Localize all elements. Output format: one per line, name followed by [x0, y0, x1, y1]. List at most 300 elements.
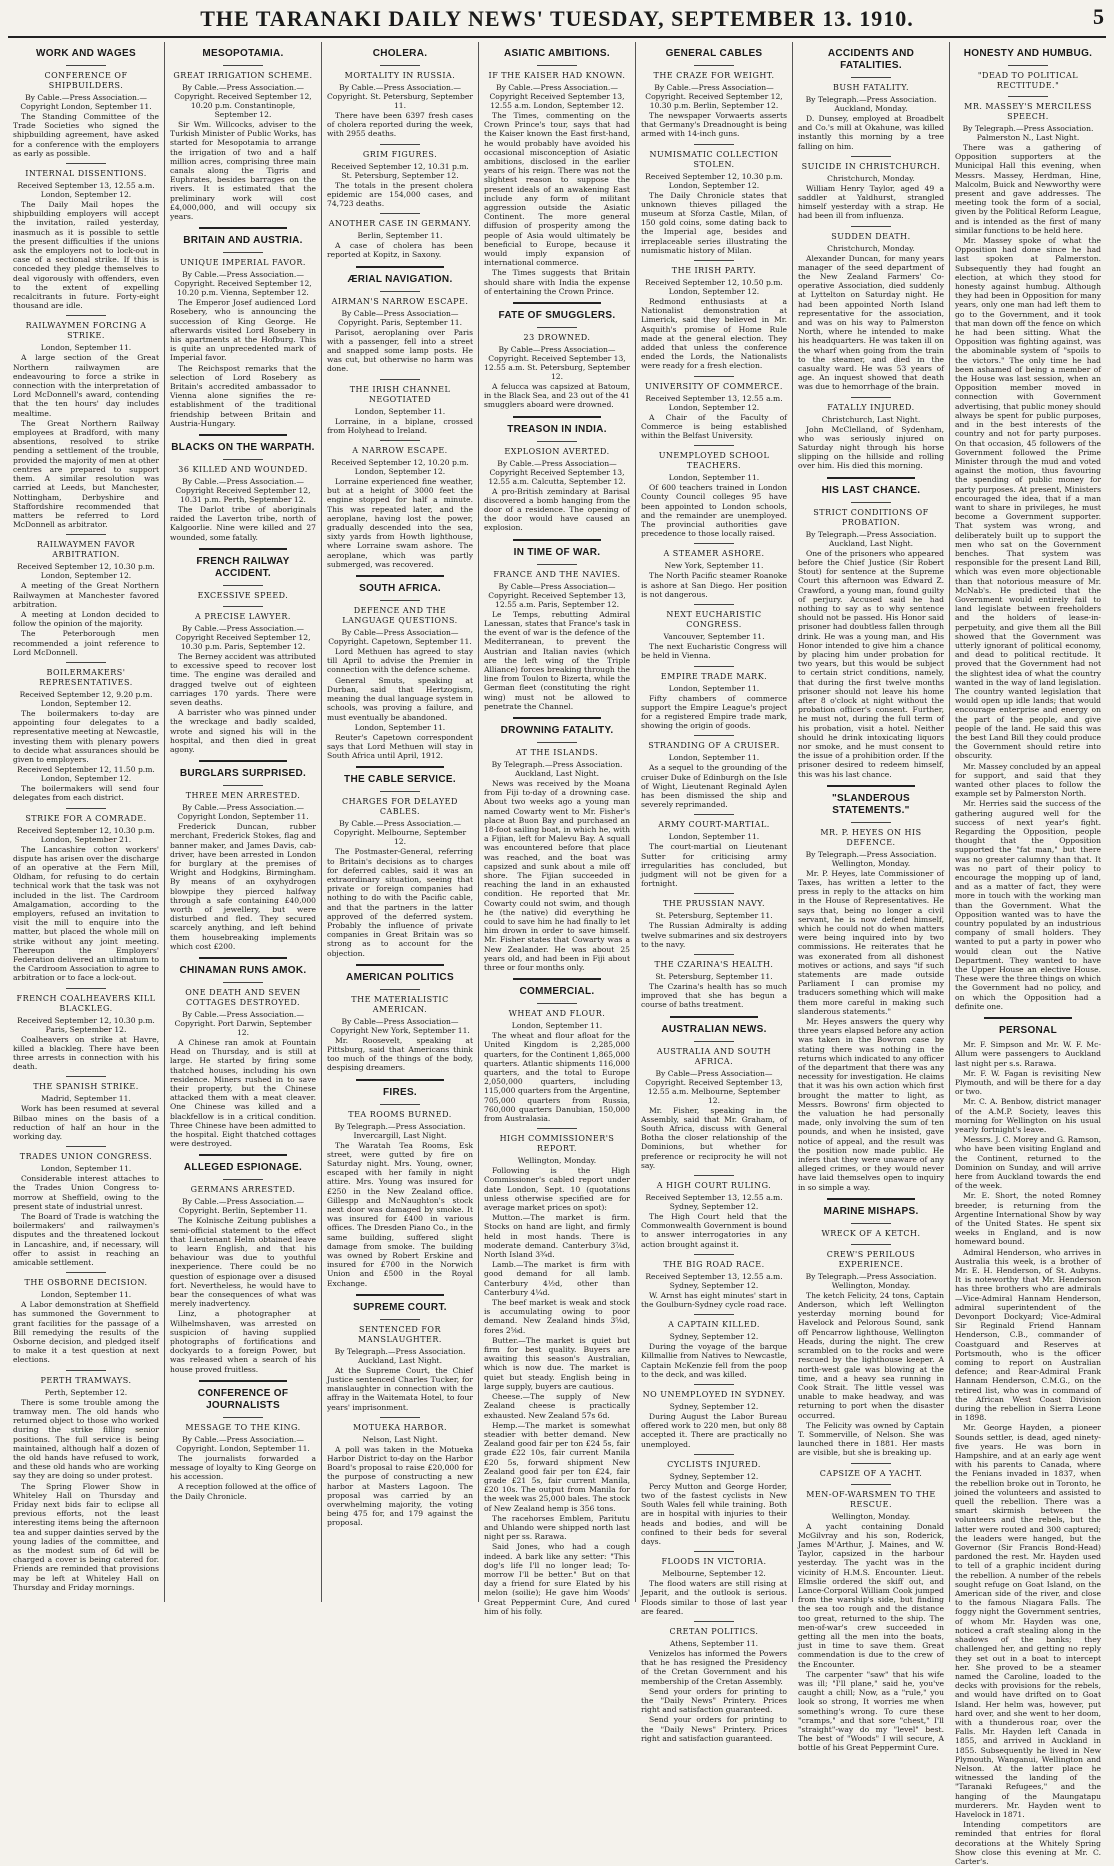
article-paragraph: Work has been resumed at several Bilbao mines on the basis of a reduction of half an hour in the working day.	[13, 1104, 159, 1142]
article-paragraph: The North Pacific steamer Roanoke is ashore at San Diego. Her position is not dangerous.	[641, 571, 787, 599]
article-paragraph: There was a gathering of Opposition supporters at the Municipal Hall this evening, when Messrs. Massey, Herdman, Hine, Malcolm, Buick and Newworthy were present and gave addresses. The meeting took the form of a social, given by the Political Reform League, and is intended as the first of many similar functions to be held here.	[955, 143, 1101, 235]
divider	[66, 65, 106, 66]
divider	[223, 1179, 263, 1180]
article-subheading: "DEAD TO POLITICAL RECTITUDE."	[977, 71, 1079, 90]
dateline: Sydney, September 12.	[669, 1402, 759, 1412]
article-paragraph: D. Dunsey, employed at Broadbelt and Co.'s mill at Okahune, was killed instantly this morning by a tree falling on him.	[798, 114, 944, 151]
article-paragraph: The journalists forwarded a message of loyalty to King George on his accession.	[170, 1453, 316, 1482]
divider	[694, 376, 734, 377]
divider	[851, 1484, 891, 1485]
dateline: Athens, September 11.	[669, 1639, 759, 1649]
article-paragraph: Lord Methuen has agreed to stay till April to advise the Premier in connection with the defence scheme.	[327, 647, 473, 675]
divider	[694, 1384, 734, 1385]
article-subheading: SUICIDE IN CHRISTCHURCH.	[801, 161, 941, 171]
divider	[694, 1551, 734, 1552]
article-subheading: CHARGES FOR DELAYED CABLES.	[342, 797, 458, 817]
divider	[851, 1223, 891, 1224]
article-subheading: THE OSBORNE DECISION.	[24, 1278, 148, 1288]
divider	[1008, 65, 1048, 66]
section-rule	[513, 539, 601, 541]
dateline: Received September 12, 11.50 p.m. London, September 12.	[17, 765, 155, 784]
article-subheading: A HIGH COURT RULING.	[656, 1180, 772, 1190]
newspaper-title: THE TARANAKI DAILY NEWS' TUESDAY, SEPTEMBER 13. 1910.	[200, 6, 914, 31]
dateline: By Telegraph.—Press Association. Invercargill, Last Night.	[334, 1121, 466, 1140]
article-paragraph: At the Supreme Court, the Chief Justice sentenced Charles Tucker, for manslaughter in connection with the affray in the Waitemata Hotel, to four years' imprisonment.	[327, 1365, 473, 1412]
article-paragraph: Following is the High Commissioner's cabled report under date London, Sept. 10 (quotations unless otherwise specified are for average market prices on spot):	[484, 1166, 630, 1213]
dateline: By Cable.—Press Association.—Copyright. Port Darwin, September 12.	[174, 1009, 312, 1037]
divider	[223, 252, 263, 253]
divider	[66, 1146, 106, 1147]
article-paragraph: Messrs. J. C. Morey and G. Ramson, who have been visiting England and the Continent, returned to the Dominion on Sunday, and will arrive here from Auckland towards the end of the week.	[955, 1135, 1101, 1191]
article-paragraph: The Daily Mail hopes the shipbuilding employers will accept the invitation, railed yesterday, inasmuch as it is possible to settle the present difficulties if the unions ask the employers not to lock-out in case of a sectional strike. If this is conceded they pledge themselves to deal vigorously with offenders, even to the extent of expelling recalcitrants in future. Forty-eight thousand are idle.	[13, 200, 159, 311]
dateline: Received September 13, 12.55 a.m. Sydney, September 12.	[645, 1192, 783, 1211]
article-paragraph: The Peterborough men recommended a joint reference to Lord McDonnell.	[13, 629, 159, 657]
divider	[380, 144, 420, 145]
article-subheading: EXPLOSION AVERTED.	[504, 446, 610, 456]
article-paragraph: W. Arnst has eight minutes' start in the Goulburn-Sydney cycle road race.	[641, 1290, 787, 1309]
article-paragraph: There is some trouble among the tramway men. The old hands who returned object to those who worked during the strike filling senior positions. The full service is being maintained, although half a dozen of the old hands have refused to work, and these old hands who are working say they are doing so under protest.	[13, 1397, 159, 1481]
article-subheading: UNIVERSITY OF COMMERCE.	[645, 381, 783, 391]
dateline: Received September 12, 10.30 p.m. London, September 21.	[17, 825, 155, 844]
article-paragraph: The next Eucharistic Congress will be held in Vienna.	[641, 642, 787, 661]
article-paragraph: The High Court held that the Commonwealth Government is bound to answer interrogatories in any action brought against it.	[641, 1211, 787, 1249]
article-subheading: UNIQUE IMPERIAL FAVOR.	[180, 258, 306, 268]
dateline: Vancouver, September 11.	[663, 632, 765, 642]
article-subheading: MESSAGE TO THE KING.	[185, 1422, 301, 1432]
divider	[694, 543, 734, 544]
article-subheading: WRECK OF A KETCH.	[821, 1228, 921, 1238]
article-paragraph: The Times suggests that Britain should share with India the expense of entertaining the Crown Prince.	[484, 268, 630, 296]
article-paragraph: Mr. Heyes answers the query why three years elapsed before any action was taken in the Bowron case by stating there was nothing in the returns which indicated to any officer of the department that there was any necessity for investigation. He claims that it was his own action which first brought the matter to light, as Messrs. Bowrons' firm objected to the valuation he had personally made, only involving the sum of ten pounds, and when he insisted, gave notice of appeal, and the result was the position now made public. He infers that they were unaware of any alleged crimes, or they would never have laid themselves open to inquiry in so simple a way.	[798, 1017, 944, 1192]
dateline: Christchurch, Monday.	[827, 243, 915, 253]
article-paragraph: A Labor demonstration at Sheffield has summoned the Government to grant facilities for the passage of a Bill remedying the results of the Osborne decision, and pledged itself to make it a test question at next elections.	[13, 1300, 159, 1365]
article-paragraph: The boilermakers will send four delegates from each district.	[13, 784, 159, 803]
article-subheading: NO UNEMPLOYED IN SYDNEY.	[642, 1390, 786, 1400]
article-subheading: GREAT IRRIGATION SCHEME.	[173, 71, 313, 80]
article-paragraph: Sir Wm. Willcocks, adviser to the Turkish Minister of Public Works, has started for Mesopotamia to arrange the irrigation of two and a half million acres, comprising three main canals along the Tigris and Euphrates, besides barrages on the rivers. It is estimated that the preliminary work will cost £4,000,000, and will occupy six years.	[170, 120, 316, 222]
article-subheading: MOTUEKA HARBOR.	[352, 1422, 448, 1432]
divider	[380, 1104, 420, 1105]
article-paragraph: A meeting of the Great Northern Railwaymen at Manchester favored arbitration.	[13, 581, 159, 609]
divider	[851, 822, 891, 823]
article-paragraph: General Smuts, speaking at Durban, said that Hertzogism, meaning the dual language system in schools, was proving a failure, and must eventually be abandoned.	[327, 675, 473, 722]
article-paragraph: During the voyage of the barque Killmallie from Natives to Newcastle, Captain McKenzie fell from the poop to the deck, and was killed.	[641, 1342, 787, 1379]
divider	[66, 1076, 106, 1077]
article-subheading: AT THE ISLANDS.	[515, 747, 599, 757]
article-paragraph: The racehorses Emblem, Paritutu and Uhlando were shipped north last night per ss. Rarawa.	[484, 1513, 630, 1542]
section-rule	[356, 1079, 444, 1081]
dateline: Sydney, September 12.	[669, 1471, 759, 1481]
article-headline: ÆRIAL NAVIGATION.	[347, 273, 453, 285]
divider	[537, 564, 577, 565]
dateline: London, September 11.	[40, 343, 132, 353]
divider	[694, 1254, 734, 1255]
divider	[66, 988, 106, 989]
article-paragraph: The newspaper Vorwaerts asserts that Germany's Dreadnought is being armed with 14-inch guns.	[641, 111, 787, 139]
section-rule	[356, 766, 444, 768]
divider	[694, 65, 734, 66]
article-paragraph: Mutton.—The market is firm. Stocks on hand are light, and firmly held in most hands. There is moderate demand. Canterbury 3⅞d, North Island 3¾d.	[484, 1213, 630, 1260]
column-4	[479, 42, 636, 1616]
divider	[66, 534, 106, 535]
article-paragraph: Intending competitors are reminded that entries for floral decorations at the Whitely Spring Show close this evening at Mr. C. Carter's.	[955, 1820, 1101, 1866]
article-paragraph: The Great Northern Railway employees at Bradford, with many absentions, resolved to strike pending a settlement of the trouble, provided the majority of men at other centres are prepared to support them. A similar resolution was carried at Leeds, but Manchester, Nottingham, Derbyshire and Staffordshire recommended that matters be referred to Lord McDonnell as arbitrator.	[13, 418, 159, 530]
article-subheading: FATALLY INJURED.	[827, 402, 915, 412]
article-paragraph: Mr. Massey spoke of what the Opposition had done since he had last spoken at Palmerston. Subsequently they had fought an election, at which they stood for honesty against humbug. Although they had been in Opposition for many years, only one man had left them to go to the Government, and it took that man down off the fence on which he had been sitting. What the Opposition was fighting against, was the abominable system of "spoils to the victors." The only time he had been ashamed of being a member of the House was last session, when an Opposition member moved in connection with Government advertising, that public money should always be spent for public purposes, and in the best interests of the country and not for party purposes. On that occasion, 45 followers of the Government followed the Prime Minister through the mud and voted against the motion, thus favouring the spending of public money for party purposes. At present, Ministers encouraged the idea, that if a man want to share in privileges, he must become a Government supporter. That system was wrong, and deliberately built up to support the men who sat on the Government benches. That system was responsible for the present Land Bill, which was even more objectionable than that notorious measure of Mr. McNab's. He predicted that the Government would entirely fail to land legislate between freeholders and the holders of lease-in-perpetuity, and give them all the Bill showed that the Government was utterly ignorant of political economy, and dead to political rectitude. It proved that the Government had not the slightest idea of what the country wanted in the way of land legislation. The country wanted legislation that would open up idle lands; that would encourage enterprise and energy on the part of the people, and give people of the land. He said this was the best Land Bill they could produce the Government should retire into obscurity.	[955, 236, 1101, 761]
article-paragraph: The Spring Flower Show in Whiteley Hall on Thursday and Friday next bids fair to eclipse all previous efforts, not the least interesting items being the afternoon tea and supper dainties served by the young ladies of the committee, and as the modest sum of 6d will be charged a cover is being catered for. Friends are reminded that provisions may be left at Whiteley Hall on Thursday and Friday mornings.	[13, 1481, 159, 1592]
dateline: Received September 12, 10.30 p.m. London, September 12.	[645, 171, 783, 190]
divider	[537, 1003, 577, 1004]
article-headline: AMERICAN POLITICS	[346, 971, 454, 983]
divider	[380, 1417, 420, 1418]
divider	[380, 791, 420, 792]
dateline: Received September 12, 9.20 p.m. London, September 12.	[19, 689, 153, 708]
article-subheading: MR. MASSEY'S MERCILESS SPEECH.	[964, 102, 1092, 121]
divider	[66, 808, 106, 809]
article-paragraph: Send your orders for printing to the "Daily News" Printery. Prices right and satisfaction guaranteed.	[641, 1715, 787, 1743]
dateline: Christchurch, Monday.	[827, 173, 915, 183]
section-rule	[199, 1380, 287, 1382]
article-paragraph: During August the Labor Bureau offered work to 220 men, but only 88 accepted it. There are practically no unemployed.	[641, 1412, 787, 1449]
article-subheading: A NARROW ESCAPE.	[352, 446, 448, 456]
dateline: Received September 12, 10.31 p.m. St. Petersburg, September 12.	[331, 161, 469, 180]
article-subheading: FRENCH COALHEAVERS KILL BLACKLEG.	[16, 993, 156, 1013]
article-subheading: RAILWAYMEN FORCING A STRIKE.	[25, 321, 147, 341]
article-subheading: PERTH TRAMWAYS.	[40, 1375, 132, 1385]
dateline: London, September 11.	[668, 832, 760, 842]
section-rule	[356, 266, 444, 268]
article-paragraph: Reuter's Capetown correspondent says that Lord Methuen will stay in South Africa until April, 1912.	[327, 732, 473, 761]
article-headline: BURGLARS SURPRISED.	[179, 768, 307, 780]
dateline: Received September 12, 10.30 p.m. Paris, September 12.	[17, 1015, 155, 1034]
article-paragraph: The boilermakers to-day are appointing four delegates to a representative meeting at Newcastle, investing them with plenary powers to decide what assurances should be given to employers.	[13, 708, 159, 764]
dateline: By Cable.—Press Association.—Copyright Received September 12, 10.30 p.m. Paris, September 12.	[175, 623, 311, 651]
dateline: London, September 11.	[668, 753, 760, 763]
article-subheading: 23 DROWNED.	[523, 333, 591, 343]
divider	[851, 77, 891, 78]
article-headline: ASIATIC AMBITIONS.	[504, 48, 610, 59]
dateline: London, September 11.	[511, 1021, 603, 1031]
article-headline: COMMERCIAL.	[519, 986, 595, 998]
article-subheading: THE SPANISH STRIKE.	[33, 1082, 139, 1092]
article-paragraph: The Times, commenting on the Crown Prince's tour, says that had the Kaiser known the East first-hand, he would probably have avoided his occasional misconception of Asiatic ambitions, disclosed in the earlier years of his reign. There was not the slightest reason to suppose the present ideals of an awakening East include any form of militant aggression outside the Asiatic Continent. The more general diffusion of prosperity among the people of Asia would ultimately be beneficial to Europe, because it would imply expansion of international commerce.	[484, 111, 630, 268]
dateline: By Cable.—Press Association.—Copyright. St. Petersburg, September 11.	[327, 83, 473, 110]
dateline: By Cable.—Press Association—Copyright Received September 13, 12.55 a.m. Calcutta, September 12.	[488, 458, 626, 486]
article-subheading: ONE DEATH AND SEVEN COTTAGES DESTROYED.	[185, 987, 301, 1007]
article-subheading: THE BIG ROAD RACE.	[663, 1259, 765, 1269]
article-paragraph: A felucca was capsized at Batoum, in the Black Sea, and 23 out of the 41 smugglers aboard were drowned.	[484, 382, 630, 410]
article-paragraph: The Daily Chronicle states that unknown thieves pillaged the museum at Sforza Castle, Milan, of 150 gold coins, some dating back to the Imperial age, besides and irreplaceable series illustrating the numismatic history of Milan.	[641, 190, 787, 255]
divider	[223, 785, 263, 786]
article-subheading: ANOTHER CASE IN GERMANY.	[328, 219, 472, 229]
article-paragraph: Percy Mutton and George Horder, two of the fastest cyclists in New South Wales fell while training. Both are in hospital with injuries to their heads and bodies, and will be confined to their beds for several days.	[641, 1481, 787, 1547]
section-rule	[984, 1017, 1072, 1019]
article-headline: SUPREME COURT.	[353, 1301, 447, 1313]
divider	[66, 163, 106, 164]
article-headline: HIS LAST CHANCE.	[821, 484, 921, 496]
column-1	[8, 42, 165, 1602]
dateline: By Cable—Press Association—Copyright New York, September 11.	[330, 1016, 470, 1035]
article-subheading: RAILWAYMEN FAVOR ARBITRATION.	[36, 540, 136, 560]
section-rule	[513, 416, 601, 418]
article-subheading: GERMANS ARRESTED.	[190, 1185, 296, 1195]
dateline: By Cable.—Press Association—Copyright. Received September 12, 10.30 p.m. Berlin, September 12.	[645, 83, 783, 110]
section-rule	[356, 575, 444, 577]
article-paragraph: Of 600 teachers trained in London County Council colleges 95 have been appointed to London schools, and the remainder are unemployed. The provincial authorities gave precedence to those locally raised.	[641, 483, 787, 539]
divider	[694, 893, 734, 894]
divider	[66, 1370, 106, 1371]
article-paragraph: A case of cholera has been reported at Kopitz, in Saxony.	[327, 241, 473, 260]
article-paragraph: A poll was taken in the Motueka Harbor District to-day on the Harbor Board's proposal to raise £20,000 for the purpose of constructing a new harbor at Masters Lagoon. The proposal was carried by an overwhelming majority, the voting being 475 for, and 179 against the proposal.	[327, 1444, 473, 1528]
dateline: By Cable—Press Association—Copyright. Received September 13, 12.55 a.m. Melbourne, September 12.	[645, 1068, 783, 1105]
article-headline: CONFERENCE OF JOURNALISTS	[197, 1387, 289, 1411]
article-subheading: THE PRUSSIAN NAVY.	[662, 899, 766, 909]
article-paragraph: A large section of the Great Northern railwaymen are endeavouring to force a strike in connection with the interpretation of Lord McDonnell's award, contending that the ten hours' day includes mealtime.	[13, 353, 159, 418]
section-rule	[827, 477, 915, 479]
divider	[380, 65, 420, 66]
divider	[537, 441, 577, 442]
divider	[851, 502, 891, 503]
article-subheading: MR. P. HEYES ON HIS DEFENCE.	[820, 827, 922, 847]
divider	[537, 1128, 577, 1129]
section-rule	[199, 957, 287, 959]
section-rule	[199, 227, 287, 229]
article-paragraph: The totals in the present cholera epidemic are 154,000 cases, and 74,723 deaths.	[327, 180, 473, 209]
dateline: London, September 11.	[668, 473, 760, 483]
article-subheading: CRETAN POLITICS.	[669, 1627, 759, 1637]
article-paragraph: A pro-British zemindary at Barisal discovered a bomb hanging from the door of a residence. The opening of the door would have caused an explosion.	[484, 486, 630, 533]
divider	[380, 213, 420, 214]
article-paragraph: Mr. F. Simpson and Mr. W. F. Mc-Allum were passengers to Auckland last night per s.s. Rarawa.	[955, 1040, 1101, 1068]
article-subheading: CONFERENCE OF SHIPBUILDERS.	[44, 71, 128, 90]
article-subheading: HIGH COMMISSIONER'S REPORT.	[499, 1134, 615, 1154]
article-subheading: AIRMAN'S NARROW ESCAPE.	[331, 296, 469, 306]
article-paragraph: The Felicity was owned by Captain T. Sommerville, of Nelson. She was launched there in 1881. Her masts are visible, but she is breaking up.	[798, 1420, 944, 1458]
article-paragraph: Le Temps, rebutting Admiral Lanessan, states that France's task in the event of war is the defence of the Mediterranean, to prevent the Austrian and Italian navies (which are the left wing of the Triple Alliance) forces breaking through the line from Toulon to Bizerta, while the German fleet (constituting the right wing) must not be allowed to penetrate the Channel.	[484, 609, 630, 711]
section-rule	[827, 785, 915, 787]
article-paragraph: A barrister who was pinned under the wreckage and badly scalded, wrote and signed his will in the hospital, and then died in great agony.	[170, 708, 316, 754]
dateline: Received September 13, 12.55 a.m. London, September 12.	[645, 393, 783, 412]
dateline: By Cable.—Press Association.—Copyright. Received September 12, 10.20 p.m. Vienna, September 12.	[174, 270, 312, 298]
divider	[380, 600, 420, 601]
article-headline: "SLANDEROUS STATEMENTS."	[831, 792, 911, 816]
section-rule	[199, 1154, 287, 1156]
article-paragraph: Mr. P. Heyes, late Commissioner of Taxes, has written a letter to the press in reply to the attacks on him in the House of Representatives. He says that, being no longer a civil servant, he is now defend himself, which he could not do when matters were being inquired into by two commissions. He reiterates that he was exonerated from all dishonest motives or actions, and says "if such statements are made outside Parliament I can promise my traducers something which will make them more careful in making such slanderous statements."	[798, 868, 944, 1016]
article-subheading: TEA ROOMS BURNED.	[348, 1109, 452, 1119]
article-paragraph: The court-martial on Lieutenant Sutter for criticising army irregularities has concluded, but judgment will not be given for a fortnight.	[641, 842, 787, 889]
article-paragraph: Lorraine experienced fine weather, but at a height of 3000 feet the engine stopped for half a minute. This was repeated later, and the aeroplane, having lost the power, gradually descended into the sea, sixty yards from Howth lighthouse, where Lorraine swam ashore. The aeroplane, which was partly submerged, was recovered.	[327, 477, 473, 569]
dateline: By Cable.—Press Association.—Copyright. Melbourne, September 12.	[333, 819, 467, 847]
article-paragraph: Mr. Massey concluded by an appeal for support, and said that they wanted other places to follow the example set by Palmerston North.	[955, 761, 1101, 799]
column-3	[322, 42, 479, 1602]
divider	[851, 1463, 891, 1464]
article-headline: HONESTY AND HUMBUG.	[963, 48, 1093, 59]
article-paragraph: Mr. Herries said the success of the gathering augured well for the success of next year's fight. Regarding the Opposition, people thought that the Opposition supported the "fat man," but there was no greater calumny than that. It was no part of their policy to encourage the mopping up of land, and as a matter of fact, they were more in touch with the working man than the Government. What the Opposition wanted was to have the country populated by an industrious company of small holders. They wanted to put a party in power who would clean out the Native Department. They wanted to have the Upper House an elective House. These were the three things on which the Government had no policy, and on which the Opposition had a definite one.	[955, 799, 1101, 1011]
article-headline: WORK AND WAGES	[36, 48, 136, 59]
section-rule	[513, 978, 601, 980]
article-paragraph: Admiral Henderson, who arrives in Australia this week, is a brother of Mr. E. H. Henderson, of St. Aubyns. It is noteworthy that Mr. Henderson has three brothers who are admirals—Vice-Admiral Hannam Henderson, admiral superintendent of the Devonport Dockyard; Vice-Admiral Sir Reginald Friend Hannam Henderson, C.B., commander of Coastguard and Reserves at Portsmouth, who is the officer coming to report on Australian defence; and Rear-Admiral Frank Hannam Henderson, C.M.G., on the retired list, who was in command of the African West Coast Division during the rebellion in Sierra Leone in 1898.	[955, 1247, 1101, 1423]
article-headline: FRENCH RAILWAY ACCIDENT.	[196, 555, 290, 579]
dateline: Wellington, Monday.	[517, 1156, 597, 1166]
article-paragraph: The Reichspost remarks that the selection of Lord Rosebery as Britain's accredited ambassador to Vienna alone signifies the re-establishment of the traditional friendship between Britain and Austria-Hungary.	[170, 363, 316, 428]
article-subheading: CREW'S PERILOUS EXPERIENCE.	[826, 1249, 916, 1269]
article-paragraph: Considerable interest attaches to the Trades Union Congress to-morrow at Sheffield, owing to the present state of industrial unrest.	[13, 1174, 159, 1211]
dateline: Received September 12, 10.50 p.m. London, September 12.	[645, 278, 783, 297]
article-paragraph: The beef market is weak and stock is accumulating owing to poor demand. New Zealand hinds 3⅝d, fores 2⅝d.	[484, 1298, 630, 1335]
dateline: By Cable.—Press Association.—Copyright. Berlin, September 11.	[178, 1197, 308, 1216]
divider	[66, 315, 106, 316]
dateline: London, September 11.	[354, 722, 446, 732]
article-subheading: AUSTRALIA AND SOUTH AFRICA.	[656, 1046, 772, 1066]
article-paragraph: As a sequel to the grounding of the cruiser Duke of Edinburgh on the Isle of Wight, Lieutenant Reginald Aylen has been dismissed the ship and severely reprimanded.	[641, 763, 787, 810]
article-subheading: TRADES UNION CONGRESS.	[19, 1152, 153, 1162]
article-subheading: THREE MEN ARRESTED.	[185, 791, 301, 801]
divider	[694, 666, 734, 667]
article-paragraph: Said Jones, who had a cough indeed. A bark like any setter: "This dog's life I'll no longer lead; To-morrow I'll be better." But on that day a friend for sure Elated by his melon (soilie); He gave him Woods' Great Peppermint Cure, And cured him of his folly.	[484, 1542, 630, 1616]
article-paragraph: The Waratah Tea Rooms, Esk street, were gutted by fire on Saturday night. Mrs. Young, owner, escaped with her family in night attire. Mrs. Young was insured for £250 in the New Zealand office. Gillespp and McNaughton's stock next door was damaged by smoke. It was insured for £400 in various offices. The Dresden Piano Co., in the same building, suffered slight damage from smoke. The building was owned by Robert Erskine and insured for £700 in the Norwich Union and £500 in the Royal Exchange.	[327, 1140, 473, 1288]
article-paragraph: Linz, a photographer at Wilhelmshaven, was arrested on suspicion of having supplied photographs of fortifications and dockyards to a foreign Power, but was released when a search of his house proved fruitless.	[170, 1309, 316, 1374]
article-paragraph: The Czarina's health has so much improved that she has begun a course of baths treatment.	[641, 981, 787, 1010]
article-paragraph: A reception followed at the office of the Daily Chronicle.	[170, 1482, 316, 1501]
dateline: Melbourne, September 12.	[662, 1569, 766, 1579]
article-subheading: NUMISMATIC COLLECTION STOLEN.	[649, 149, 779, 169]
article-paragraph: Redmond enthusiasts at a Nationalist demonstration at Limerick, said they believed in Mr. Asquith's promise of Home Rule made at the general election. They added that unless the conference ended the Lords, the Nationalists were ready for a fresh election.	[641, 297, 787, 371]
article-subheading: EXCESSIVE SPEED.	[197, 590, 289, 600]
divider	[223, 65, 263, 66]
article-paragraph: Venizelos has informed the Powers that he has resigned the Presidency of the Cretan Government and his membership of the Cretan Assembly.	[641, 1649, 787, 1686]
divider	[380, 989, 420, 990]
dateline: Received September 13, 12.55 a.m. Sydney, September 12.	[645, 1271, 783, 1290]
article-headline: AUSTRALIAN NEWS.	[661, 1023, 767, 1035]
article-paragraph: John McClelland, of Sydenham, who was seriously injured on Saturday night through his horse slipping on the hillside and rolling over him. His died this morning.	[798, 424, 944, 471]
divider	[851, 156, 891, 157]
article-paragraph: Parisot, aeroplaning over Paris with a passenger, fell into a street and snapped some lamp posts. He was cut, but otherwise no harm was done.	[327, 327, 473, 374]
divider	[694, 445, 734, 446]
dateline: St. Petersburg, September 11.	[655, 971, 773, 981]
dateline: By Cable.—Press Association.—Copyright Received September 13, 12.55 a.m. London, September 12.	[489, 83, 625, 110]
article-subheading: MORTALITY IN RUSSIA.	[344, 71, 456, 80]
article-subheading: EMPIRE TRADE MARK.	[660, 671, 768, 681]
article-paragraph: The flood waters are still rising at Jeparit, and the outlook is serious. Floods similar to those of last year are feared.	[641, 1579, 787, 1616]
article-subheading: BOILERMAKERS' REPRESENTATIVES.	[39, 667, 133, 687]
article-paragraph: The ketch Felicity, 24 tons, Captain Anderson, which left Wellington yesterday morning bound for Havelock and Pelorous Sound, sank off Pencarrow lighthouse, Wellington Heads, during the night. The crew scrambled on to the rocks and were rescued by the lighthouse keeper. A north-west gale was blowing at the time, and a heavy sea running in Cook Strait. The little vessel was unable to make headway, and was returning to port when the disaster occurred.	[798, 1290, 944, 1420]
dateline: Nelson, Last Night.	[362, 1434, 438, 1444]
divider	[380, 291, 420, 292]
article-paragraph: A yacht containing Donald McGilvray and his son, Roderick, James M'Arthur, J. Maines, and W. Taylor, capsized in the harbour yesterday. The yacht was in the vicinity of H.M.S. Encounter. Lieut. Elmslie ordered the skiff out, and Lance-Corporal William Cook jumped from the warship's side, but finding the sea too rough and the distance too great, returned to the ship. The men-of-war's crew succeeded in getting all the men into the boats, just in time to save them. Great commendation is due to the crew of the Encounter.	[798, 1521, 944, 1669]
article-subheading: THE IRISH PARTY.	[671, 266, 757, 276]
dateline: By Telegraph.—Press Association. Wellington, Monday.	[805, 1271, 937, 1290]
article-paragraph: Mr. C. A. Benbow, district manager of the A.M.P. Society, leaves this morning for Wellington on his usual yearly fortnight's leave.	[955, 1097, 1101, 1134]
divider	[694, 144, 734, 145]
article-subheading: FRANCE AND THE NAVIES.	[493, 569, 621, 579]
article-paragraph: One of the prisoners who appeared before the Chief Justice (Sir Robert Stout) for sentence at the Supreme Court this afternoon was Edward Z. Crawford, a young man, found guilty of perjury. Accused said he had nothing to say as to why sentence should not be passed. His Honor said prisoner had doubtless fallen through drink. He was a young man, and His Honor intended to give him a chance by placing him under probation for two years, but this would be subject to certain strict conditions, namely, that during the first twelve months prisoner should not leave his home after 8 o'clock at night without the probation officer's consent. Further, he must not, during the full term of his probation, visit a hotel. Neither should he drink intoxicating liquors nor smoke, and he must consent to the issue of a prohibition order. If the prisoner desired to redeem himself, this was his last chance.	[798, 548, 944, 779]
article-paragraph: Cheese.—The supply of New Zealand cheese is practically exhausted. New Zealand 57s 6d.	[484, 1392, 630, 1420]
article-headline: CHOLERA.	[372, 48, 428, 59]
article-paragraph: Frederick Duncan, rubber merchant, Frederick Stokes, flag and banner maker, and James Davis, cab-driver, have been arrested in London for burglary at the premises of Wright and Hodgkins, Birmingham. By means of an oxyhydrogen blowpipe they pierced halfway through a safe containing £40,000 worth of jewellery, but were disturbed and fled. They secured scarcely anything, and left behind them housebreaking implements which cost £200.	[170, 822, 316, 951]
dateline: By Cable.—Press Association.—Copyright London, September 11.	[20, 93, 152, 111]
divider	[694, 260, 734, 261]
dateline: By Cable—Press Association—Copyright. Paris, September 11.	[337, 308, 463, 327]
article-paragraph: A Chair of the Faculty of Commerce is being established within the Belfast University.	[641, 412, 787, 441]
article-headline: TREASON IN INDIA.	[507, 423, 607, 435]
article-paragraph: Lorraine, in a biplane, crossed from Holyhead to Ireland.	[327, 416, 473, 435]
article-paragraph: The Lancashire cotton workers' dispute has arisen over the discharge of an operative at the Fern Mill, Oldham, for refusing to do certain technical work that the task was not included in the list. The Cardroom Amalgamation, according to the employers, refused an invitation to visit the mill to enquire into the matter, but placed the whole mill on strike without any joint meeting. Thereupon the Employers' Federation delivered an ultimatum to the Cardroom Association to agree to arbitration or to face a lock-out.	[13, 844, 159, 983]
article-paragraph: Mr. E. Short, the noted Romney breeder, is returning from the Argentine International Show by way of the United States. He spent six weeks in England, and is now homeward bound.	[955, 1191, 1101, 1247]
section-rule	[356, 1294, 444, 1296]
article-subheading: THE MATERIALISTIC AMERICAN.	[351, 994, 449, 1014]
article-headline: FATE OF SMUGGLERS.	[498, 310, 616, 322]
article-headline: MARINE MISHAPS.	[823, 1205, 919, 1217]
article-headline: MESOPOTAMIA.	[202, 48, 284, 59]
article-subheading: CAPSIZE OF A YACHT.	[819, 1468, 923, 1478]
dateline: London, September 11.	[40, 1290, 132, 1300]
article-subheading: THE CRAZE FOR WEIGHT.	[653, 71, 775, 80]
article-headline: DROWNING FATALITY.	[500, 724, 614, 736]
divider	[851, 1244, 891, 1245]
article-headline: PERSONAL	[999, 1025, 1057, 1037]
divider	[694, 735, 734, 736]
article-headline: SOUTH AFRICA.	[359, 583, 441, 595]
divider	[537, 327, 577, 328]
article-paragraph: Lamb.—The market is firm with good demand for all lamb. Canterbury 4½d, other than Canterbury 4¼d.	[484, 1260, 630, 1297]
divider	[694, 814, 734, 815]
article-subheading: A CAPTAIN KILLED.	[668, 1320, 760, 1330]
article-subheading: FLOODS IN VICTORIA.	[661, 1557, 767, 1567]
article-headline: BLACKS ON THE WARPATH.	[171, 442, 315, 454]
article-subheading: STRICT CONDITIONS OF PROBATION.	[813, 507, 929, 527]
section-rule	[199, 434, 287, 436]
dateline: Berlin, September 11.	[357, 231, 443, 241]
column-5	[636, 42, 793, 1743]
dateline: London, September 11.	[354, 406, 446, 416]
article-paragraph: Send your orders for printing to the "Daily News" Printery. Prices right and satisfaction guaranteed.	[641, 1686, 787, 1715]
article-paragraph: The Standing Committee of the Trade Societies who signed the shipbuilding agreement, have asked for a conference with the employers as early as possible.	[13, 112, 159, 158]
divider	[851, 397, 891, 398]
section-rule	[827, 1198, 915, 1200]
dateline: By Telegraph.—Press Association. Auckland, Last Night.	[805, 529, 937, 548]
article-paragraph: The Postmaster-General, referring to Britain's decisions as to charges for deferred cables, said it was an extraordinary situation, seeing that private or foreign companies had nothing to do with the Pacific cable, and that the partners in the latter approved of the deferred system. Probably the influence of private companies in Great Britain was so strong as to account for the objection.	[327, 847, 473, 958]
dateline: Sydney, September 12.	[669, 1332, 759, 1342]
article-paragraph: The Kolnische Zeitung publishes a semi-official statement to the effect that Lieutenant Helm obtained leave to learn English, and that his behaviour was due to youthful inexperience. There could be no question of espionage over a disused fort. Nevertheless, he would have to bear the consequences of what was merely inadvertency.	[170, 1216, 316, 1309]
dateline: St. Petersburg, September 11.	[655, 911, 773, 921]
article-paragraph: A Chinese ran amok at Fountain Head on Thursday, and is still at large. He started by firing some thatched houses, including his own residence. Miners rushed in to save their property, but the Chinese attacked them with a meat cleaver. One Chinese was killed and a blackfellow is in a critical condition. Three Chinese have been admitted to the hospital. Eight thatched cottages were destroyed.	[170, 1037, 316, 1149]
divider	[694, 1621, 734, 1622]
dateline: New York, September 11.	[664, 561, 764, 571]
article-paragraph: The Berney accident was attributed to excessive speed to recover lost time. The engine was derailed and dragged twelve out of eighteen carriages 170 yards. There were seven deaths.	[170, 651, 317, 707]
section-rule	[513, 717, 601, 719]
masthead-rule	[8, 36, 1106, 38]
article-subheading: A STEAMER ASHORE.	[663, 549, 765, 559]
divider	[380, 1319, 420, 1320]
article-subheading: SENTENCED FOR MANSLAUGHTER.	[358, 1324, 442, 1344]
article-subheading: 36 KILLED AND WOUNDED.	[178, 465, 308, 475]
dateline: Received September 12, 10.30 p.m. London, September 12.	[17, 562, 155, 581]
article-paragraph: Mr. Roosevelt, speaking at Pittsburg, said that Americans think too much of the things of the body, despising dreamers.	[327, 1035, 473, 1073]
dateline: By Telegraph.—Press Association. Palmerston N., Last Night.	[962, 124, 1094, 142]
article-paragraph: The Darlot tribe of aboriginals raided the Laverton tribe, north of Kalgoorlie. Nine were killed and 27 wounded, some fatally.	[170, 505, 316, 542]
divider	[223, 459, 263, 460]
article-paragraph: Mr. F. W. Fagan is revisiting New Plymouth, and will be there for a day or two.	[955, 1068, 1101, 1097]
article-subheading: SUDDEN DEATH.	[831, 231, 911, 241]
article-subheading: IF THE KAISER HAD KNOWN.	[488, 71, 626, 80]
divider	[694, 604, 734, 605]
article-paragraph: The carpenter "saw" that his wife was ill; "I'll plane," said he, you've caught a chill; Now, as a "rule," you look so strong, It worries me when something's wrong. To cure these "cramps," and that sore "chest," I'll "straight"-way do my "level" best. The best of "Woods" I will secure, A bottle of his Great Peppermint Cure.	[798, 1669, 944, 1753]
article-subheading: THE CZARINA'S HEALTH.	[654, 959, 774, 969]
dateline: Wellington, Monday.	[831, 1511, 911, 1521]
article-paragraph: Alexander Duncan, for many years manager of the seed department of the New Zealand Farmers' Co-operative Association, died suddenly at Lyttelton on Saturday night. He had been appointed North Island representative for the association, and was on his way to Palmerston North, where he intended to make his headquarters. He was taken ill on the wharf when going from the train to the steamer, and died in the casualty ward. He was 53 years of age. An inquest showed that death was due to hemorrhage of the brain.	[798, 253, 944, 392]
article-paragraph: Mr. Fisher, speaking in the Assembly, said that Mr. Graham, of South Africa, discuss with General Botha the closer relationship of the Dominions, but whether for preference or reciprocity he will not say.	[641, 1105, 787, 1170]
divider	[380, 379, 420, 380]
